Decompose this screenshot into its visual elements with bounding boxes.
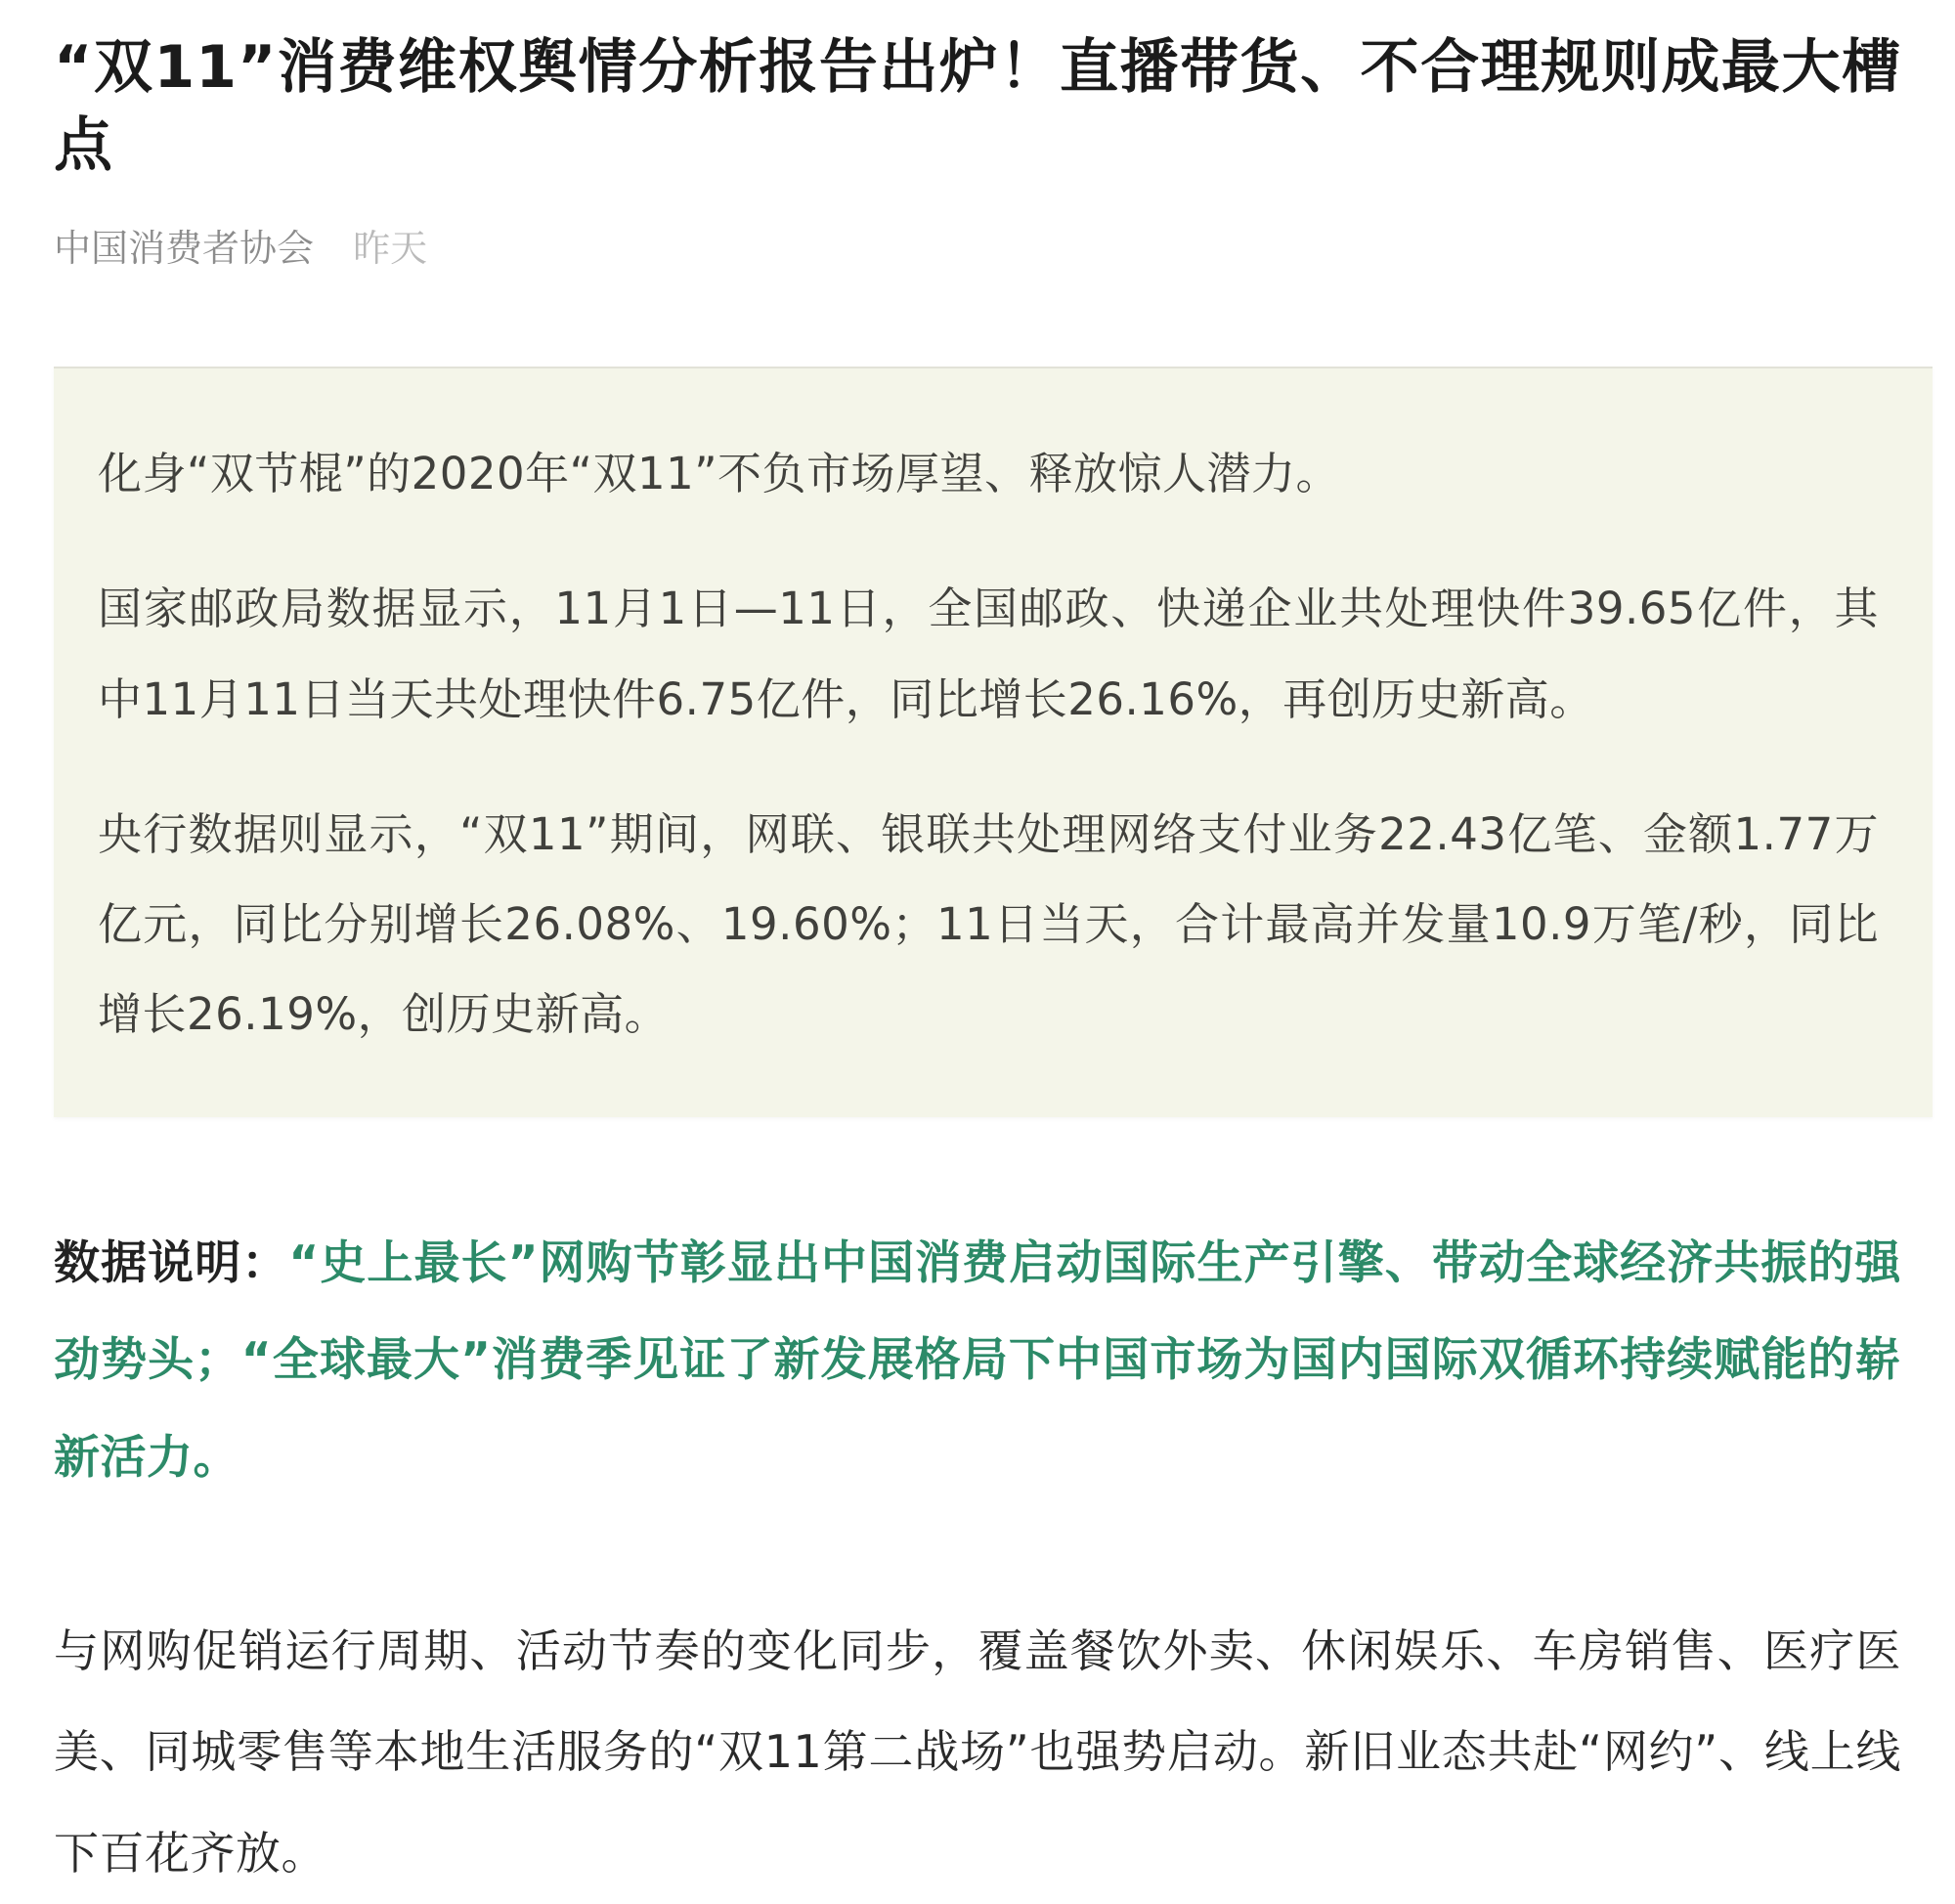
publish-time: 昨天	[353, 226, 428, 270]
author-name[interactable]: 中国消费者协会	[54, 226, 315, 270]
data-note-paragraph	[54, 1215, 1901, 1507]
quote-paragraph-2: 国家邮政局数据显示，11月1日—11日，全国邮政、快递企业共处理快件39.65亿件，其中11月11日当天共处理快件6.75亿件，同比增长26.16%，再创历史新高。	[98, 583, 1879, 725]
article-title: “双11”消费维权舆情分析报告出炉！直播带货、不合理规则成最大槽点	[54, 33, 1901, 180]
data-note-text: “史上最长”网购节彰显出中国消费启动国际生产引擎、带动全球经济共振的强劲势头；“全球最大”消费季见证了新发展格局下中国市场为国内国际双循环持续赋能的崭新活力。	[54, 1235, 1902, 1485]
quote-block	[54, 367, 1933, 1117]
byline	[54, 227, 1901, 272]
data-note-label: 数据说明：	[54, 1235, 289, 1290]
body-paragraph: 与网购促销运行周期、活动节奏的变化同步，覆盖餐饮外卖、休闲娱乐、车房销售、医疗医美、同城零售等本地生活服务的“双11第二战场”也强势启动。新旧业态共赴“网约”、线上线下百花齐放。	[54, 1623, 1901, 1880]
quote-paragraph-3: 央行数据则显示，“双11”期间，网联、银联共处理网络支付业务22.43亿笔、金额1.77万亿元，同比分别增长26.08%、19.60%；11日当天，合计最高并发量10.9万笔/秒，同比增长26.19%，创历史新高。	[98, 807, 1879, 1041]
quote-paragraph-1: 化身“双节棍”的2020年“双11”不负市场厚望、释放惊人潜力。	[98, 448, 1341, 500]
